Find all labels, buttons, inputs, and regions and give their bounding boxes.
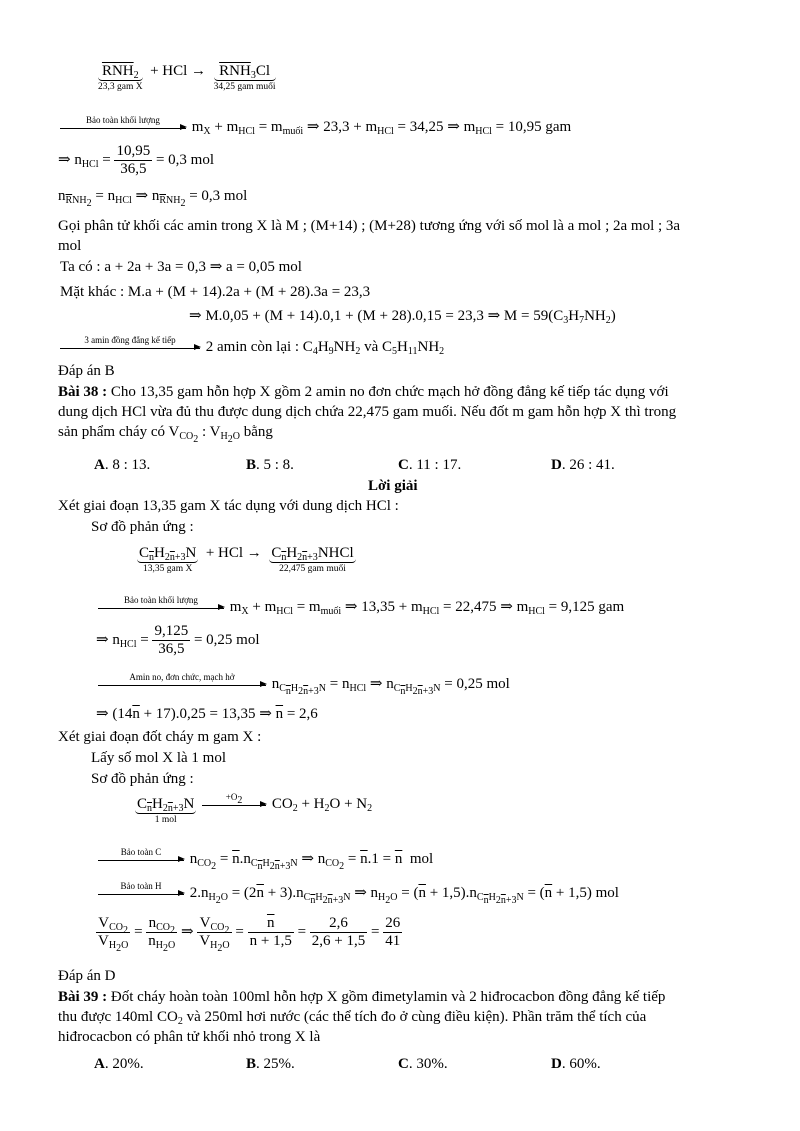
product-salt: $\overline{RNH}_3Cl$ 34,25 gam muối xyxy=(213,63,276,92)
bai38-option-b[interactable]: B. 5 : 8. xyxy=(246,457,294,473)
bai39-option-a[interactable]: A. 20%. xyxy=(94,1056,144,1072)
n-rnh2: $n_{\overline{R}NH_2} = n_{HCl}$ ⇒ $n_{\overline{R}NH_2} = 0,3$ mol xyxy=(58,188,248,209)
hydrogen-conservation: Bảo toàn H $2.n_{H_2O} = (2\overline{n} + 3).n_{C_{\overline{n}}H_{2\overline{n}+3}N}$ ⇒ $n_{H_2O} = (\overline{n} + 1,5).n_{C_{\overline{n}}H_{2\overline{n}+3}N} = (\overline{n} + 1,5)$ mol xyxy=(96,884,619,902)
reaction-plus-hcl: + HCl → xyxy=(150,63,207,79)
step2: Xét giai đoạn đốt cháy m gam X : xyxy=(58,729,262,745)
bai38-question: Bài 38 : Cho 13,35 gam hỗn hợp X gồm 2 amin no đơn chức mạch hở đồng đẳng kế tiếp tác dụng với dung dịch HCl vừa đủ thu được dung dịch chứa 22,475 gam muối. Nếu đốt m gam hỗn hợp X thì trong sản phẩm cháy có $V_{CO_2}$ : $V_{H_2O}$ bằng xyxy=(58,384,677,445)
bai38-option-d[interactable]: D. 26 : 41. xyxy=(551,457,615,473)
answer-38: Đáp án D xyxy=(58,968,116,984)
so-do-2: Sơ đồ phản ứng : xyxy=(91,771,194,787)
n-hcl-calc-1: ⇒ $n_{HCl}$ = $\frac{10,95}{36,5}$ = 0,3 mol xyxy=(58,143,215,178)
mass-conservation-1: Bảo toàn khối lượng $m_X + m_{HCl} = m_{muối}$ ⇒ $23,3 + m_{HCl} = 34,25$ ⇒ $m_{HCl} = 10,95$ gam xyxy=(58,118,571,136)
burn-reaction: $C_{\overline{n}}H_{2\overline{n}+3}N$ 1 mol $+O_2$ $CO_2 + H_2O + N_2$ xyxy=(137,792,373,825)
nbar-equation: ⇒ $(14\overline{n} + 17).0,25 = 13,35$ ⇒ $\overline{n} = 2,6$ xyxy=(96,706,318,722)
goi-text-2: mol xyxy=(58,238,82,254)
lay-so-mol: Lấy số mol X là 1 mol xyxy=(91,750,226,766)
n-hcl-calc-2: ⇒ $n_{HCl}$ = $\frac{9,125}{36,5}$ = 0,25 mol xyxy=(96,623,260,658)
burn-reactant: $C_{\overline{n}}H_{2\overline{n}+3}N$ 1 mol xyxy=(137,796,195,825)
bai39-option-b[interactable]: B. 25%. xyxy=(246,1056,295,1072)
ta-co: Ta có : a + 2a + 3a = 0,3 ⇒ a = 0,05 mol xyxy=(60,259,302,275)
bai38-option-a[interactable]: A. 8 : 13. xyxy=(94,457,151,473)
mass-conservation-2: Bảo toàn khối lượng $m_X + m_{HCl} = m_{muối}$ ⇒ $13,35 + m_{HCl} = 22,475$ ⇒ $m_{HCl} = 9,125$ gam xyxy=(96,598,624,616)
so-do-1: Sơ đồ phản ứng : xyxy=(91,519,194,535)
product-salt-2: $C_{\overline{n}}H_{2\overline{n}+3}NHCl$ 22,475 gam muối xyxy=(271,545,354,574)
reaction-1 xyxy=(98,62,276,93)
carbon-conservation: Bảo toàn C $n_{CO_2} = \overline{n}.n_{C_{\overline{n}}H_{2\overline{n}+3}N}$ ⇒ $n_{CO_2} = \overline{n}.1 = \overline{n}$ mol xyxy=(96,850,433,868)
goi-text: Gọi phân tử khối các amin trong X là M ; (M+14) ; (M+28) tương ứng với số mol là a mol ; 2a mol ; 3a xyxy=(58,218,681,234)
mat-khac: Mặt khác : M.a + (M + 14).2a + (M + 28).3a = 23,3 xyxy=(60,284,371,300)
bai39-option-d[interactable]: D. 60%. xyxy=(551,1056,601,1072)
n-amine-calc: Amin no, đơn chức, mạch hở $n_{C_{\overline{n}}H_{2\overline{n}+3}N} = n_{HCl}$ ⇒ $n_{C_{\overline{n}}H_{2\overline{n}+3}N} = 0,25$ mol xyxy=(96,675,510,693)
bai38-option-c[interactable]: C. 11 : 17. xyxy=(398,457,462,473)
step1: Xét giai đoạn 13,35 gam X tác dụng với dung dịch HCl : xyxy=(58,498,399,514)
amin-result: 3 amin đồng đẳng kế tiếp 2 amin còn lại : $C_4H_9NH_2$ và $C_5H_{11}NH_2$ xyxy=(58,338,444,356)
loi-giai-heading: Lời giải xyxy=(368,478,418,494)
reaction-2: $C_{\overline{n}}H_{2\overline{n}+3}N$ 13,35 gam X + HCl → $C_{\overline{n}}H_{2\overline{n}+3}NHCl$ 22,475 gam muối xyxy=(139,545,354,574)
mat-khac-2: ⇒ M.0,05 + (M + 14).0,1 + (M + 28).0,15 = 23,3 ⇒ $M = 59(C_3H_7NH_2)$ xyxy=(189,308,616,326)
reactant-amine: $\overline{RNH}_2$ 23,3 gam X xyxy=(98,63,143,92)
volume-ratio: $\frac{V_{CO_2}}{V_{H_2O}}$ = $\frac{n_{CO_2}}{n_{H_2O}}$ ⇒ $\frac{V_{CO_2}}{V_{H_2O}}$ = $\frac{\overline{n}}{\overline{n} + 1,5}$ = $\frac{2,6}{2,6 + 1,5}$ = $\frac{26}{41}$ xyxy=(98,915,401,955)
reactant-x: $C_{\overline{n}}H_{2\overline{n}+3}N$ 13,35 gam X xyxy=(139,545,197,574)
answer-prev: Đáp án B xyxy=(58,363,115,379)
bai39-question: Bài 39 : Đốt cháy hoàn toàn 100ml hỗn hợp X gồm đimetylamin và 2 hiđrocacbon đồng đẳng kế tiếp thu được 140ml $CO_2$ và 250ml hơi nước (các thể tích đo ở cùng điều kiện). Phần trăm thể tích của hiđrocacbon có phân tử khối nhỏ trong X là xyxy=(58,989,666,1045)
bai39-option-c[interactable]: C. 30%. xyxy=(398,1056,448,1072)
